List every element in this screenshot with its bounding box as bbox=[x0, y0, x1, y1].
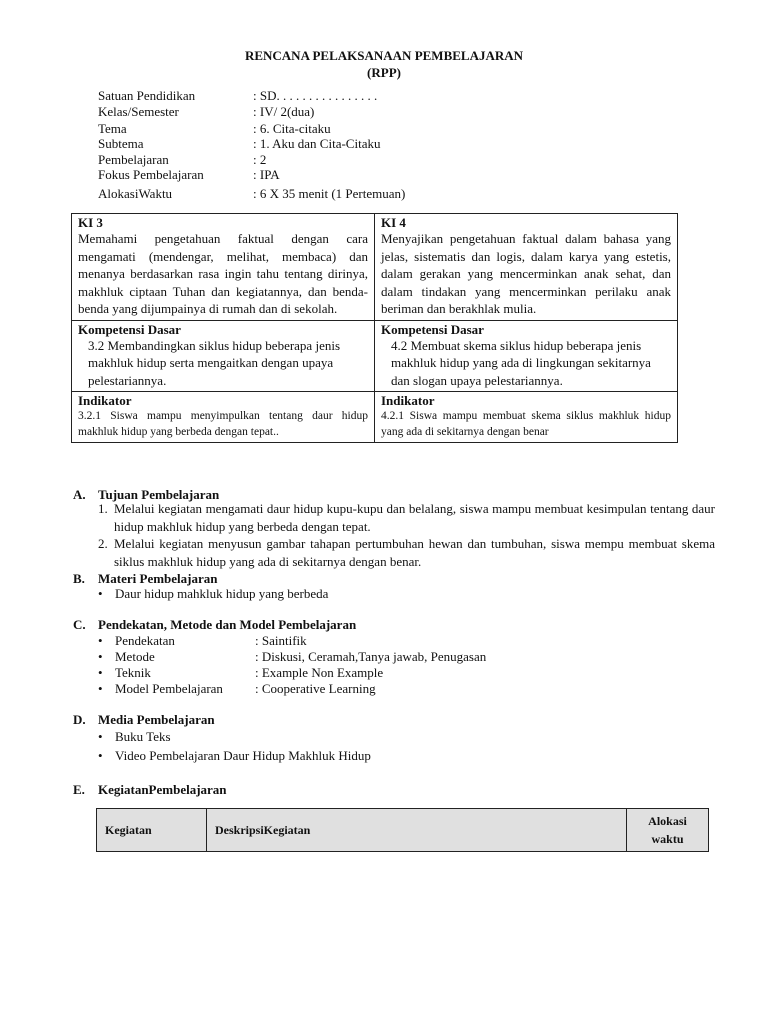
ki4-cell bbox=[375, 214, 678, 321]
kd-left-text: 3.2 Membandingkan siklus hidup beberapa jenis makhluk hidup serta mengaitkan dengan upaya pelestariannya. bbox=[88, 337, 341, 388]
identity-key: Subtema bbox=[98, 136, 144, 151]
list-item-text: Video Pembelajaran Daur Hidup Makhluk Hidup bbox=[115, 748, 371, 763]
bullet-icon: • bbox=[98, 729, 103, 744]
kd-right-cell bbox=[375, 320, 678, 392]
identity-value: : 1. Aku dan Cita-Citaku bbox=[253, 136, 381, 151]
list-item-text: Daur hidup mahkluk hidup yang berbeda bbox=[115, 586, 329, 601]
document-subtitle: (RPP) bbox=[367, 65, 401, 80]
list-item-key: Teknik bbox=[115, 665, 151, 680]
item-number: 2. bbox=[98, 536, 108, 551]
list-item-text: Buku Teks bbox=[115, 729, 171, 744]
objective-item bbox=[98, 535, 715, 570]
identity-value: : 2 bbox=[253, 152, 267, 167]
kd-right-heading: Kompetensi Dasar bbox=[381, 321, 484, 337]
identity-value: : IPA bbox=[253, 167, 280, 182]
activities-table bbox=[96, 808, 709, 852]
ki4-text: Menyajikan pengetahuan faktual dalam bahasa yang jelas, sistematis dan logis, dalam karya yang estetis, dalam gerakan yang mencerminkan anak sehat, dan dalam tindakan yang mencerminkan perilaku anak beriman dan berakhlak mulia. bbox=[381, 231, 671, 316]
section-letter: E. bbox=[73, 782, 85, 797]
list-item-value: : Example Non Example bbox=[255, 665, 384, 680]
bullet-icon: • bbox=[98, 681, 103, 696]
list-item-value: : Cooperative Learning bbox=[255, 681, 376, 696]
indicator-left-text: 3.2.1 Siswa mampu menyimpulkan tentang daur hidup makhluk hidup yang berbeda dengan tepat.. bbox=[78, 410, 368, 438]
header-kegiatan: Kegiatan bbox=[97, 809, 207, 852]
competency-table bbox=[71, 213, 678, 443]
document-title: RENCANA PELAKSANAAN PEMBELAJARAN bbox=[244, 48, 524, 63]
identity-key: AlokasiWaktu bbox=[98, 186, 173, 201]
bullet-icon: • bbox=[98, 748, 103, 763]
section-letter: C. bbox=[73, 617, 86, 632]
list-item-key: Model Pembelajaran bbox=[115, 681, 223, 696]
list-item-value: : Saintifik bbox=[255, 633, 307, 648]
indicator-left-cell bbox=[72, 392, 375, 443]
section-letter: B. bbox=[73, 571, 85, 586]
item-number: 1. bbox=[98, 501, 108, 516]
list-item-key: Metode bbox=[115, 649, 155, 664]
section-letter: D. bbox=[73, 712, 86, 727]
kd-right-text: 4.2 Membuat skema siklus hidup beberapa jenis makhluk hidup yang ada di lingkungan sekitarnya dan slogan upaya pelestariannya. bbox=[391, 337, 651, 388]
item-text: Melalui kegiatan menyusun gambar tahapan pertumbuhan hewan dan tumbuhan, siswa mempu membuat skema siklus makhluk hidup yang ada di sekitarnya dengan benar. bbox=[114, 536, 715, 569]
header-deskripsi: DeskripsiKegiatan bbox=[207, 809, 627, 852]
identity-value: : SD. . . . . . . . . . . . . . . . bbox=[253, 88, 378, 103]
bullet-icon: • bbox=[98, 586, 103, 601]
bullet-icon: • bbox=[98, 649, 103, 664]
indicator-right-cell bbox=[375, 392, 678, 443]
header-alokasi bbox=[627, 809, 709, 852]
identity-value: : 6. Cita-citaku bbox=[253, 121, 331, 136]
table-header-row bbox=[97, 809, 709, 852]
ki3-heading: KI 3 bbox=[78, 215, 103, 230]
section-title: Media Pembelajaran bbox=[98, 712, 215, 727]
list-item-key: Pendekatan bbox=[115, 633, 175, 648]
indicator-right-heading: Indikator bbox=[381, 393, 435, 408]
identity-key: Kelas/Semester bbox=[98, 104, 179, 119]
section-title: Tujuan Pembelajaran bbox=[98, 487, 220, 502]
header-alokasi-line2: waktu bbox=[651, 832, 684, 846]
kd-left-cell bbox=[72, 320, 375, 392]
header-alokasi-line1: Alokasi bbox=[648, 814, 687, 828]
identity-key: Pembelajaran bbox=[98, 152, 169, 167]
section-letter: A. bbox=[73, 487, 86, 502]
bullet-icon: • bbox=[98, 665, 103, 680]
ki3-text: Memahami pengetahuan faktual dengan cara mengamati (mendengar, melihat, membaca) dan menanya berdasarkan rasa ingin tahu tentang dirinya, makhluk ciptaan Tuhan dan kegiatannya, dan benda-benda yang dijumpainya di rumah dan di sekolah. bbox=[78, 231, 368, 316]
kd-left-heading: Kompetensi Dasar bbox=[78, 321, 181, 337]
indicator-right-text: 4.2.1 Siswa mampu membuat skema siklus makhluk hidup yang ada di sekitarnya dengan benar bbox=[381, 410, 671, 438]
section-title: Materi Pembelajaran bbox=[98, 571, 218, 586]
identity-key: Tema bbox=[98, 121, 127, 136]
objective-item bbox=[98, 500, 715, 535]
bullet-icon: • bbox=[98, 633, 103, 648]
section-title: KegiatanPembelajaran bbox=[98, 782, 227, 797]
identity-value: : IV/ 2(dua) bbox=[253, 104, 315, 119]
item-text: Melalui kegiatan mengamati daur hidup kupu-kupu dan belalang, siswa mampu membuat kesimpulan tentang daur hidup makhluk hidup yang berbeda dengan tepat. bbox=[114, 501, 715, 534]
section-title: Pendekatan, Metode dan Model Pembelajaran bbox=[98, 617, 357, 632]
identity-key: Fokus Pembelajaran bbox=[98, 167, 204, 182]
identity-value: : 6 X 35 menit (1 Pertemuan) bbox=[253, 186, 406, 201]
indicator-left-heading: Indikator bbox=[78, 393, 132, 408]
list-item-value: : Diskusi, Ceramah,Tanya jawab, Penugasan bbox=[255, 649, 487, 664]
identity-key: Satuan Pendidikan bbox=[98, 88, 196, 103]
ki3-cell bbox=[72, 214, 375, 321]
ki4-heading: KI 4 bbox=[381, 215, 406, 230]
